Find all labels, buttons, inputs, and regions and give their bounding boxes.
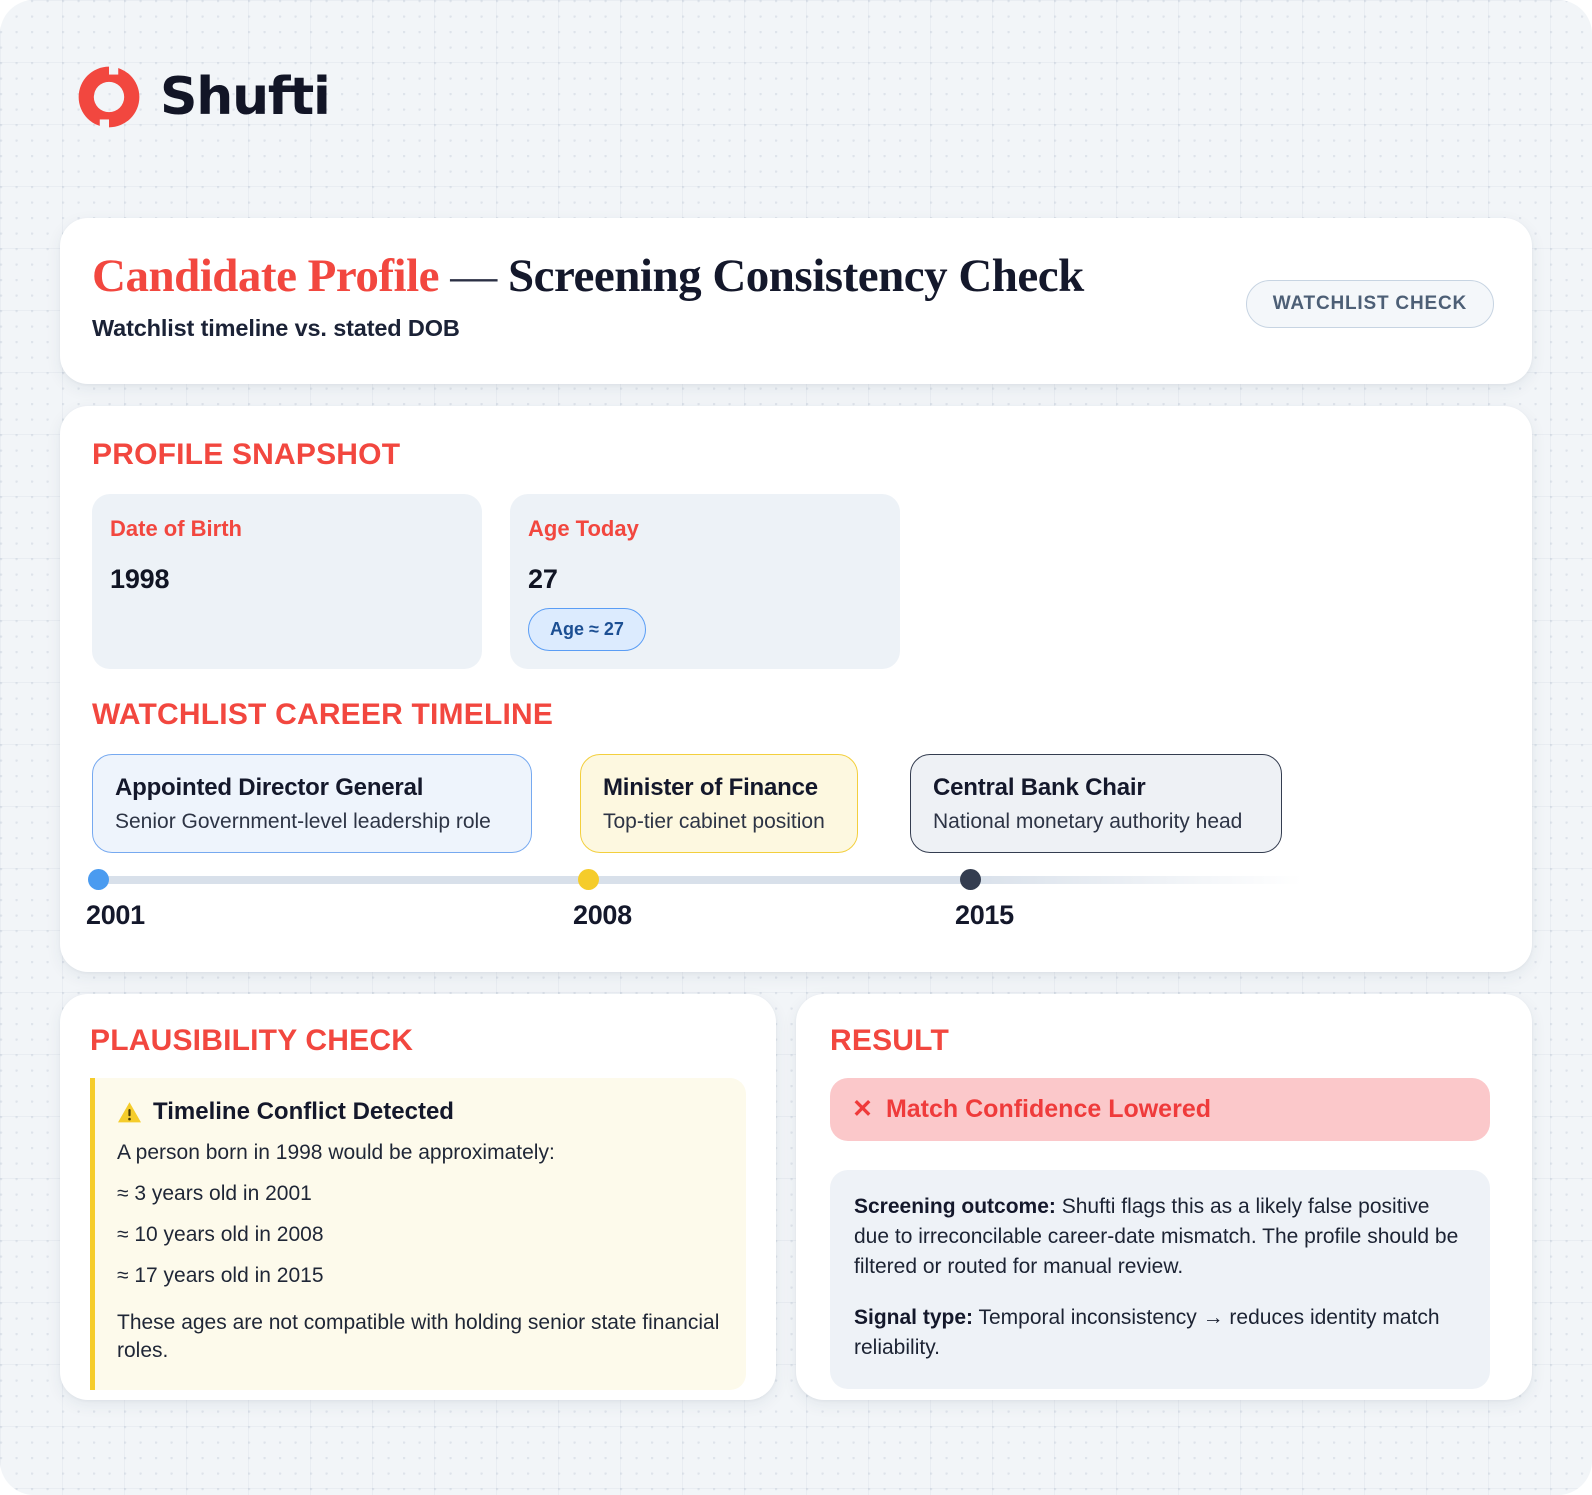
result-detail-box	[830, 1170, 1490, 1389]
stat-label: Age Today	[528, 516, 639, 541]
result-heading: RESULT	[830, 1024, 949, 1057]
role-title: Minister of Finance	[603, 774, 818, 801]
result-detail-paragraph	[854, 1192, 1466, 1281]
age-calc-line: ≈ 3 years old in 2001	[117, 1182, 312, 1205]
timeline-year-label: 2015	[955, 900, 1014, 930]
page-title-dash: —	[439, 250, 509, 302]
timeline-dot-2008[interactable]	[578, 869, 599, 890]
header-card	[60, 218, 1532, 384]
timeline-track	[92, 876, 1302, 884]
result-detail-paragraph	[854, 1303, 1466, 1363]
plausibility-heading: PLAUSIBILITY CHECK	[90, 1024, 414, 1057]
result-detail-text: Temporal inconsistency → reduces identity match reliability.	[854, 1306, 1440, 1360]
timeline-year-label: 2001	[86, 900, 145, 930]
brand-logo	[76, 64, 330, 130]
warning-triangle-icon	[117, 1101, 142, 1124]
stat-date-of-birth	[92, 494, 482, 669]
age-calc-line: ≈ 17 years old in 2015	[117, 1264, 324, 1287]
timeline-conflict-callout	[90, 1078, 746, 1390]
stat-value: 27	[528, 564, 558, 594]
page-subtitle: Watchlist timeline vs. stated DOB	[92, 314, 460, 341]
result-detail-label: Signal type:	[854, 1306, 974, 1330]
plausibility-check-card	[60, 994, 776, 1400]
timeline-role-card[interactable]	[92, 754, 532, 853]
conflict-title-row	[117, 1098, 724, 1126]
role-title: Central Bank Chair	[933, 774, 1146, 801]
profile-snapshot-card	[60, 406, 1532, 972]
result-card	[796, 994, 1532, 1400]
result-banner-text: Match Confidence Lowered	[885, 1095, 1211, 1123]
stat-value: 1998	[110, 564, 170, 594]
role-title: Appointed Director General	[115, 774, 424, 801]
brand-name: Shufti	[160, 67, 330, 127]
timeline-dot-2015[interactable]	[960, 869, 981, 890]
timeline-year-label: 2008	[573, 900, 632, 930]
conflict-title-text: Timeline Conflict Detected	[153, 1098, 454, 1125]
profile-snapshot-heading: PROFILE SNAPSHOT	[92, 438, 401, 471]
stat-label: Date of Birth	[110, 516, 242, 541]
role-subtitle: National monetary authority head	[933, 810, 1243, 833]
role-subtitle: Top-tier cabinet position	[603, 810, 825, 833]
career-timeline-heading: WATCHLIST CAREER TIMELINE	[92, 698, 554, 731]
timeline-role-card[interactable]	[580, 754, 858, 853]
result-detail-text: Shufti flags this as a likely false positive due to irreconcilable career-date mismatch. The profile should be filtered or routed for manual review.	[854, 1195, 1459, 1278]
conflict-footer-text: These ages are not compatible with holding senior state financial roles.	[117, 1311, 720, 1363]
shufti-ring-logo-icon	[76, 64, 142, 130]
timeline-role-card[interactable]	[910, 754, 1282, 853]
age-calc-line: ≈ 10 years old in 2008	[117, 1223, 324, 1246]
page-title-accent: Candidate Profile	[92, 250, 440, 302]
result-status-banner	[830, 1078, 1490, 1141]
timeline-dot-2001[interactable]	[88, 869, 109, 890]
age-approx-chip: Age ≈ 27	[528, 608, 646, 651]
conflict-lead-text: A person born in 1998 would be approximately:	[117, 1141, 555, 1164]
result-detail-label: Screening outcome:	[854, 1195, 1056, 1218]
role-subtitle: Senior Government-level leadership role	[115, 810, 491, 833]
page-title-rest: Screening Consistency Check	[508, 250, 1084, 302]
x-mark-icon: ✕	[852, 1095, 873, 1123]
watchlist-check-badge[interactable]: WATCHLIST CHECK	[1246, 280, 1494, 328]
